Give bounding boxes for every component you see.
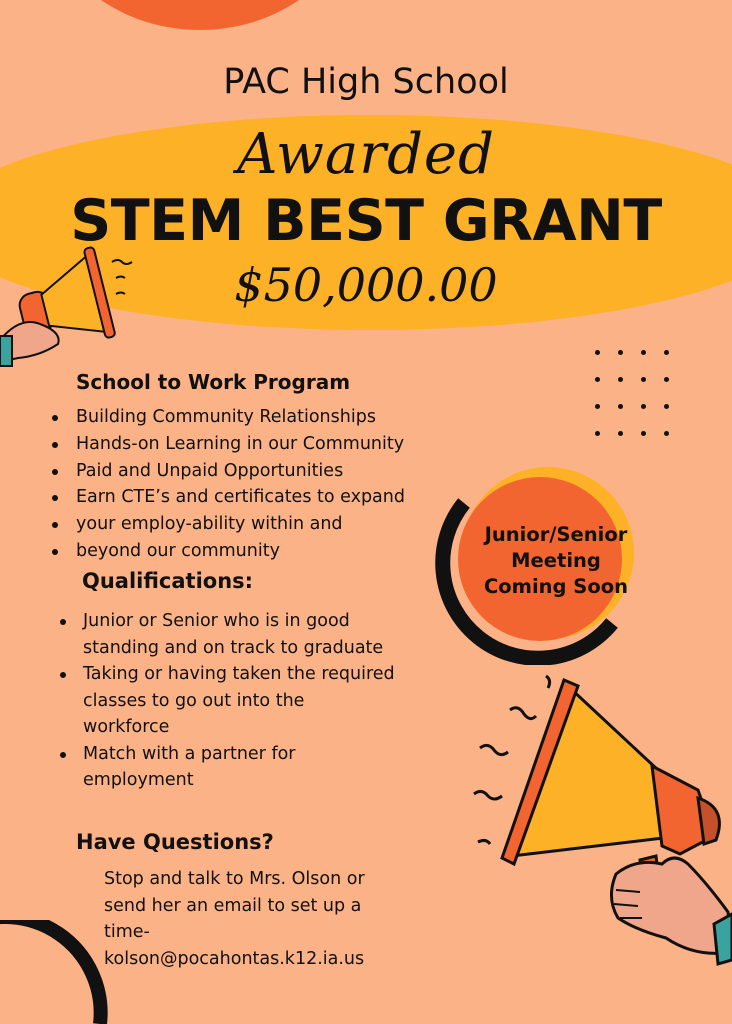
- list-item: your employ-ability within and: [50, 511, 460, 538]
- dot-icon: [641, 377, 646, 382]
- meeting-line: Coming Soon: [483, 575, 629, 598]
- school-title: PAC High School: [223, 62, 509, 102]
- awarded-script: Awarded: [237, 122, 495, 187]
- list-item: Building Community Relationships: [50, 404, 460, 431]
- dot-icon: [664, 377, 669, 382]
- list-item: Taking or having taken the required classes to go out into the workforce: [56, 661, 396, 741]
- qualifications-list: [56, 608, 396, 794]
- contact-line: Stop and talk to Mrs. Olson or: [104, 869, 365, 889]
- dot-icon: [595, 431, 600, 436]
- list-item: Earn CTE’s and certificates to expand: [50, 484, 460, 511]
- dot-icon: [618, 404, 623, 409]
- grant-amount: $50,000.00: [234, 258, 498, 312]
- meeting-line: Junior/Senior: [484, 523, 628, 546]
- decorative-black-arc: [0, 920, 120, 1024]
- dot-icon: [618, 350, 623, 355]
- contact-email: kolson@pocahontas.k12.ia.us: [104, 948, 365, 969]
- dot-icon: [641, 431, 646, 436]
- contact-line: send her an email to set up a: [104, 895, 362, 916]
- decorative-orange-circle: [40, 0, 360, 30]
- dot-icon: [618, 377, 623, 382]
- grant-title: STEM BEST GRANT: [70, 188, 662, 254]
- qualifications-title: Qualifications:: [82, 569, 254, 593]
- dot-icon: [595, 404, 600, 409]
- dot-icon: [641, 350, 646, 355]
- dot-icon: [595, 377, 600, 382]
- dot-icon: [664, 350, 669, 355]
- dot-icon: [595, 350, 600, 355]
- list-item: Match with a partner for employment: [56, 741, 396, 794]
- contact-line: time-: [104, 922, 150, 942]
- program-title: School to Work Program: [76, 370, 351, 394]
- meeting-line: Meeting: [511, 549, 601, 572]
- dot-icon: [664, 431, 669, 436]
- list-item: Paid and Unpaid Opportunities: [50, 458, 460, 485]
- list-item: Junior or Senior who is in good standing and on track to graduate: [56, 608, 396, 661]
- dot-icon: [664, 404, 669, 409]
- questions-title: Have Questions?: [76, 830, 274, 854]
- list-item: beyond our community: [50, 538, 460, 565]
- contact-info: [104, 866, 414, 972]
- list-item: Hands-on Learning in our Community: [50, 431, 460, 458]
- dot-icon: [618, 431, 623, 436]
- megaphone-icon: [466, 668, 732, 988]
- meeting-announcement: [456, 522, 656, 600]
- dot-icon: [641, 404, 646, 409]
- program-list: [50, 404, 460, 565]
